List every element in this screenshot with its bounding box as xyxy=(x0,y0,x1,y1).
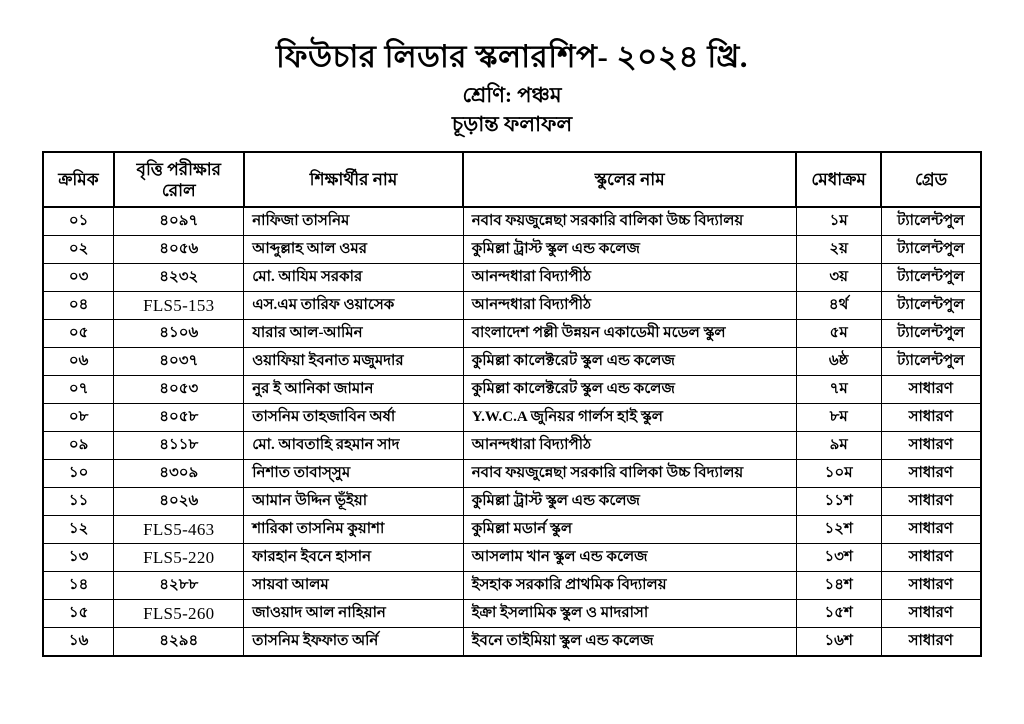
cell-grade: ট্যালেন্টপুল xyxy=(881,264,981,292)
cell-student-name: শারিকা তাসনিম কুয়াশা xyxy=(244,516,463,544)
cell-student-name: আব্দুল্লাহ আল ওমর xyxy=(244,236,463,264)
table-row xyxy=(43,544,981,572)
cell-serial: ০৪ xyxy=(43,292,114,320)
cell-grade: সাধারণ xyxy=(881,544,981,572)
cell-student-name: মো. আযিম সরকার xyxy=(244,264,463,292)
cell-grade: সাধারণ xyxy=(881,572,981,600)
col-header-serial: ক্রমিক xyxy=(43,152,114,207)
cell-serial: ০৩ xyxy=(43,264,114,292)
page-title: ফিউচার লিডার স্কলারশিপ- ২০২৪ খ্রি. xyxy=(275,39,749,74)
cell-school-name: ইবনে তাইমিয়া স্কুল এন্ড কলেজ xyxy=(463,628,796,657)
cell-roll: ৪০৩৭ xyxy=(114,348,244,376)
cell-roll: ৪০৯৭ xyxy=(114,207,244,236)
cell-merit-rank: ১ম xyxy=(796,207,881,236)
table-row xyxy=(43,572,981,600)
result-subtitle: চূড়ান্ত ফলাফল xyxy=(451,112,573,137)
cell-roll: ৪২৮৮ xyxy=(114,572,244,600)
cell-student-name: যারার আল-আমিন xyxy=(244,320,463,348)
cell-school-name: আনন্দধারা বিদ্যাপীঠ xyxy=(463,264,796,292)
cell-merit-rank: ৯ম xyxy=(796,432,881,460)
table-row xyxy=(43,404,981,432)
cell-school-name: ইক্রা ইসলামিক স্কুল ও মাদরাসা xyxy=(463,600,796,628)
results-table xyxy=(42,151,982,657)
cell-serial: ০১ xyxy=(43,207,114,236)
cell-merit-rank: ১৩শ xyxy=(796,544,881,572)
cell-roll: ৪০৫৮ xyxy=(114,404,244,432)
cell-student-name: আমান উদ্দিন ভূঁইয়া xyxy=(244,488,463,516)
cell-student-name: এস.এম তারিফ ওয়াসেক xyxy=(244,292,463,320)
table-row xyxy=(43,264,981,292)
cell-serial: ১৫ xyxy=(43,600,114,628)
cell-grade: সাধারণ xyxy=(881,488,981,516)
cell-student-name: সায়বা আলম xyxy=(244,572,463,600)
cell-merit-rank: ৫ম xyxy=(796,320,881,348)
cell-grade: ট্যালেন্টপুল xyxy=(881,348,981,376)
cell-merit-rank: ৬ষ্ঠ xyxy=(796,348,881,376)
cell-roll: ৪১১৮ xyxy=(114,432,244,460)
cell-school-name: ইসহাক সরকারি প্রাথমিক বিদ্যালয় xyxy=(463,572,796,600)
cell-school-name: কুমিল্লা মডার্ন স্কুল xyxy=(463,516,796,544)
col-header-grade: গ্রেড xyxy=(881,152,981,207)
cell-grade: সাধারণ xyxy=(881,600,981,628)
cell-school-name: কুমিল্লা ট্রাস্ট স্কুল এন্ড কলেজ xyxy=(463,236,796,264)
cell-grade: সাধারণ xyxy=(881,432,981,460)
table-row xyxy=(43,488,981,516)
cell-merit-rank: ৮ম xyxy=(796,404,881,432)
table-row xyxy=(43,348,981,376)
cell-student-name: নাফিজা তাসনিম xyxy=(244,207,463,236)
cell-merit-rank: ১৬শ xyxy=(796,628,881,657)
cell-grade: সাধারণ xyxy=(881,404,981,432)
cell-school-name: Y.W.C.A জুনিয়র গার্লস হাই স্কুল xyxy=(463,404,796,432)
col-header-roll: বৃত্তি পরীক্ষার রোল xyxy=(114,152,244,207)
cell-serial: ০৫ xyxy=(43,320,114,348)
cell-grade: ট্যালেন্টপুল xyxy=(881,207,981,236)
table-row xyxy=(43,292,981,320)
cell-grade: ট্যালেন্টপুল xyxy=(881,236,981,264)
cell-serial: ০৬ xyxy=(43,348,114,376)
cell-school-name: কুমিল্লা ট্রাস্ট স্কুল এন্ড কলেজ xyxy=(463,488,796,516)
cell-serial: ০৭ xyxy=(43,376,114,404)
cell-roll: ৪১০৬ xyxy=(114,320,244,348)
cell-grade: সাধারণ xyxy=(881,460,981,488)
cell-roll: ৪২৯৪ xyxy=(114,628,244,657)
table-row xyxy=(43,376,981,404)
cell-roll: FLS5-260 xyxy=(114,600,244,628)
table-row xyxy=(43,236,981,264)
cell-grade: সাধারণ xyxy=(881,628,981,657)
cell-serial: ১৪ xyxy=(43,572,114,600)
cell-serial: ১৬ xyxy=(43,628,114,657)
cell-serial: ১১ xyxy=(43,488,114,516)
results-body xyxy=(43,207,981,656)
table-row xyxy=(43,320,981,348)
cell-student-name: নিশাত তাবাস্সুম xyxy=(244,460,463,488)
cell-school-name: আসলাম খান স্কুল এন্ড কলেজ xyxy=(463,544,796,572)
cell-merit-rank: ১০ম xyxy=(796,460,881,488)
cell-school-name: নবাব ফয়জুন্নেছা সরকারি বালিকা উচ্চ বিদ্যালয় xyxy=(463,207,796,236)
cell-roll: ৪৩০৯ xyxy=(114,460,244,488)
cell-grade: ট্যালেন্টপুল xyxy=(881,292,981,320)
cell-serial: ০২ xyxy=(43,236,114,264)
cell-student-name: জাওয়াদ আল নাহিয়ান xyxy=(244,600,463,628)
cell-school-name: আনন্দধারা বিদ্যাপীঠ xyxy=(463,292,796,320)
cell-grade: সাধারণ xyxy=(881,516,981,544)
cell-roll: FLS5-153 xyxy=(114,292,244,320)
cell-student-name: মো. আবতাহি রহমান সাদ xyxy=(244,432,463,460)
cell-merit-rank: ৭ম xyxy=(796,376,881,404)
cell-student-name: ফারহান ইবনে হাসান xyxy=(244,544,463,572)
cell-roll: ৪০৫৩ xyxy=(114,376,244,404)
cell-merit-rank: ১৫শ xyxy=(796,600,881,628)
cell-serial: ০৮ xyxy=(43,404,114,432)
cell-grade: সাধারণ xyxy=(881,376,981,404)
cell-merit-rank: ১৪শ xyxy=(796,572,881,600)
cell-roll: ৪০৫৬ xyxy=(114,236,244,264)
cell-serial: ১২ xyxy=(43,516,114,544)
table-row xyxy=(43,207,981,236)
table-row xyxy=(43,460,981,488)
cell-student-name: নুর ই আনিকা জামান xyxy=(244,376,463,404)
cell-grade: ট্যালেন্টপুল xyxy=(881,320,981,348)
cell-roll: ৪০২৬ xyxy=(114,488,244,516)
table-row xyxy=(43,516,981,544)
cell-student-name: তাসনিম ইফফাত অর্নি xyxy=(244,628,463,657)
cell-roll: FLS5-220 xyxy=(114,544,244,572)
cell-merit-rank: ১১শ xyxy=(796,488,881,516)
cell-merit-rank: ১২শ xyxy=(796,516,881,544)
col-header-merit: মেধাক্রম xyxy=(796,152,881,207)
table-row xyxy=(43,600,981,628)
table-row xyxy=(43,432,981,460)
cell-serial: ১৩ xyxy=(43,544,114,572)
cell-merit-rank: ২য় xyxy=(796,236,881,264)
table-row xyxy=(43,628,981,657)
cell-merit-rank: ৩য় xyxy=(796,264,881,292)
cell-student-name: তাসনিম তাহজাবিন অর্ষা xyxy=(244,404,463,432)
header-row xyxy=(43,152,981,207)
cell-roll: FLS5-463 xyxy=(114,516,244,544)
col-header-school: স্কুলের নাম xyxy=(463,152,796,207)
cell-school-name: বাংলাদেশ পল্লী উন্নয়ন একাডেমী মডেল স্কুল xyxy=(463,320,796,348)
cell-school-name: নবাব ফয়জুন্নেছা সরকারি বালিকা উচ্চ বিদ্যালয় xyxy=(463,460,796,488)
class-subtitle: শ্রেণি: পঞ্চম xyxy=(462,82,562,107)
cell-merit-rank: ৪র্থ xyxy=(796,292,881,320)
cell-serial: ০৯ xyxy=(43,432,114,460)
col-header-name: শিক্ষার্থীর নাম xyxy=(244,152,463,207)
cell-school-name: আনন্দধারা বিদ্যাপীঠ xyxy=(463,432,796,460)
cell-roll: ৪২৩২ xyxy=(114,264,244,292)
cell-serial: ১০ xyxy=(43,460,114,488)
cell-school-name: কুমিল্লা কালেক্টরেট স্কুল এন্ড কলেজ xyxy=(463,348,796,376)
cell-student-name: ওয়াফিয়া ইবনাত মজুমদার xyxy=(244,348,463,376)
cell-school-name: কুমিল্লা কালেক্টরেট স্কুল এন্ড কলেজ xyxy=(463,376,796,404)
